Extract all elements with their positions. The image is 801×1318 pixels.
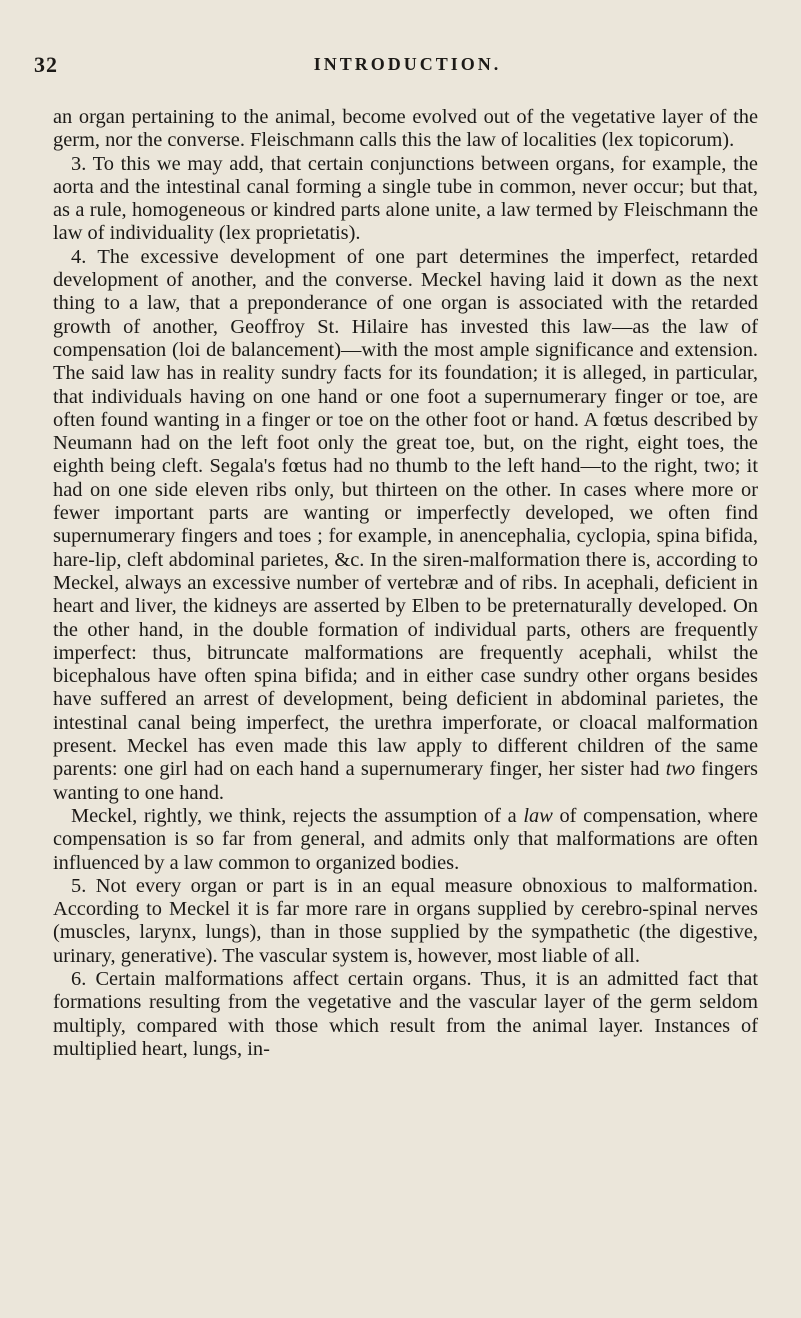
paragraph-point-5: 5. Not every organ or part is in an equal measure obnoxious to malformation. According to Meckel it is far more rare in organs supplied by cerebro-spinal nerves (muscles, larynx, lungs), than in those supplied by the sympathetic (the digestive, urinary, generative). The vascular system is, however, most liable of all. xyxy=(53,874,758,967)
paragraph-point-4-text: 4. The excessive development of one part determines the imperfect, retarded development of another, and the converse. Meckel having laid it down as the next thing to a law, that a preponderance of one organ is associated with the retarded growth of another, Geoffroy St. Hilaire has invested this law—as the law of compensation (loi de balancement)—with the most ample significance and extension. The said law has in reality sundry facts for its foundation; it is alleged, in particular, that individuals having on one hand or one foot a supernumerary finger or toe, are often found wanting in a finger or toe on the other foot or hand. A fœtus described by Neumann had on the left foot only the great toe, but, on the right, eight toes, the eighth being cleft. Segala's fœtus had no thumb to the left hand—to the right, two; it had on one side eleven ribs only, but thirteen on the other. In cases where more or fewer important parts are wanting or imperfectly developed, we often find supernumerary fingers and toes ; for example, in anencephalia, cyclopia, spina bifida, hare-lip, cleft abdominal parietes, &c. In the siren-malformation there is, according to Meckel, always an excessive number of vertebræ and of ribs. In acephali, deficient in heart and liver, the kidneys are asserted by Elben to be preternaturally developed. On the other hand, in the double formation of individual parts, others are frequently imperfect: thus, bitruncate malformations are frequently acephali, whilst the bicephalous have often spina bifida; and in either case sundry other organs besides have suffered an arrest of development, being deficient in abdominal parietes, the intestinal canal being imperfect, the urethra imperforate, or cloacal malformation present. Meckel has even made this law apply to different children of the same parents: one girl had on each hand a supernumerary finger, her sister had xyxy=(53,245,758,781)
running-head: INTRODUCTION. xyxy=(313,54,502,74)
paragraph-continuation: an organ pertaining to the animal, become evolved out of the vegetative layer of the germ, nor the converse. Fleischmann calls this the law of localities (lex topicorum). xyxy=(53,106,758,152)
emphasis-two: two xyxy=(665,758,696,781)
page-number: 32 xyxy=(34,52,58,77)
paragraph-meckel-end: of compensation, where compensation is so far from general, and admits only that malformations are often influenced by a law common to organized bodies. xyxy=(53,804,758,874)
paragraph-point-4 xyxy=(53,246,758,805)
paragraph-point-6: 6. Certain malformations affect certain organs. Thus, it is an admitted fact that formations resulting from the vegetative and the vascular layer of the germ seldom multiply, compared with those which result from the animal layer. Instances of multiplied heart, lungs, in- xyxy=(53,967,758,1060)
page-header xyxy=(34,52,761,82)
paragraph-point-4-end: fingers wanting to one hand. xyxy=(53,758,758,804)
emphasis-law: law xyxy=(523,804,553,827)
paragraph-point-3: 3. To this we may add, that certain conjunctions between organs, for example, the aorta and the intestinal canal forming a single tube in common, never occur; but that, as a rule, homogeneous or kindred parts alone unite, a law termed by Fleischmann the law of individuality (lex proprietatis). xyxy=(53,152,758,245)
paragraph-meckel-start: Meckel, rightly, we think, rejects the assumption of a xyxy=(71,804,517,827)
paragraph-meckel xyxy=(53,805,758,875)
body-text xyxy=(53,106,758,1061)
